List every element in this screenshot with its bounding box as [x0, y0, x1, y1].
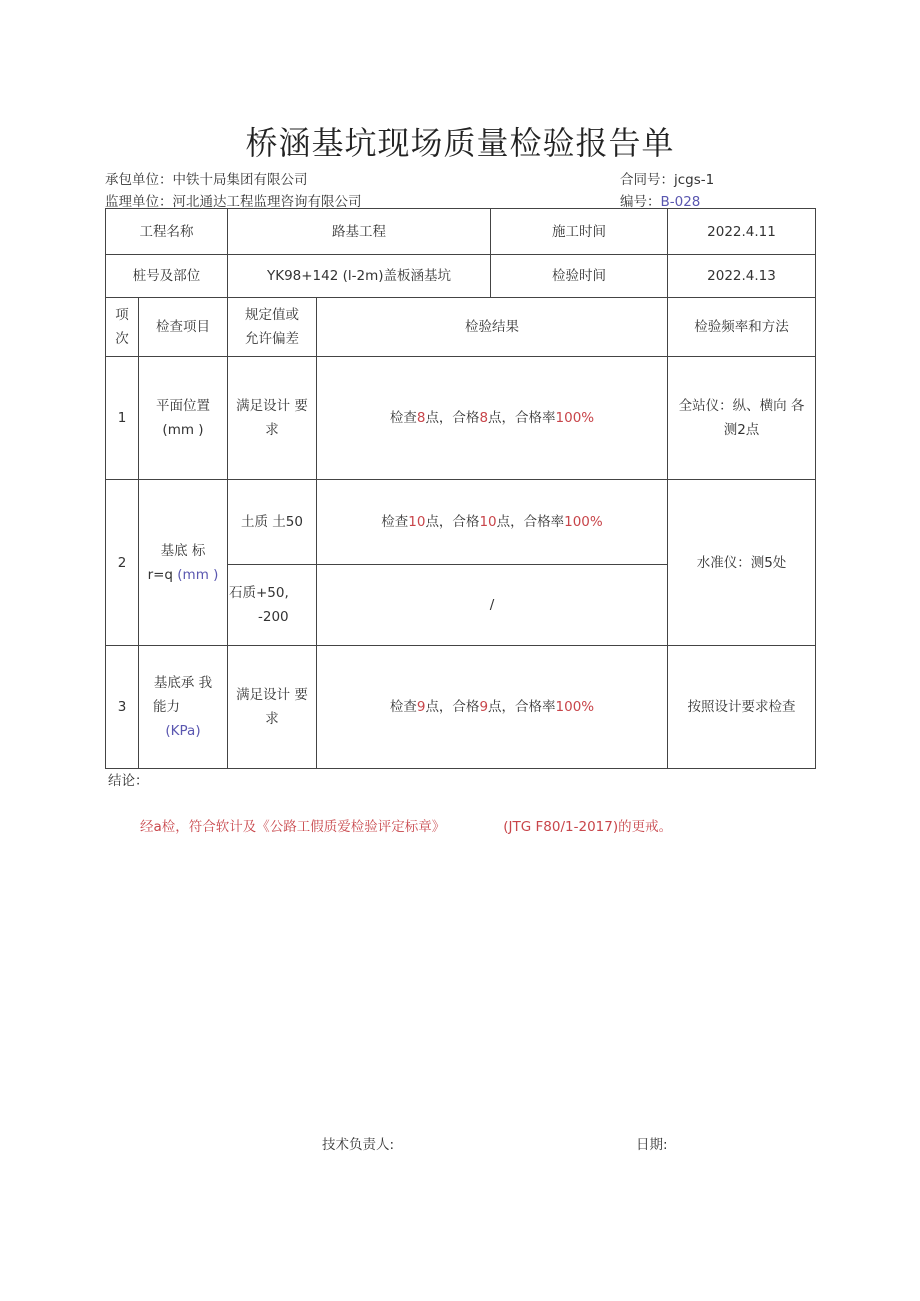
row3-item-unit: (KPa) — [165, 723, 201, 739]
row2-method: 水准仪：测5处 — [668, 480, 816, 646]
inspection-time-value: 2022.4.13 — [668, 255, 816, 298]
row1-no: 1 — [106, 357, 139, 480]
table-row — [106, 480, 816, 565]
contractor-label: 承包单位： — [105, 172, 173, 188]
report-title: 桥涵基坑现场质量检验报告单 — [245, 124, 675, 162]
row1-spec-line2: 求 — [265, 422, 279, 438]
inspection-table — [105, 208, 816, 769]
row1-result-passed: 8 — [479, 410, 489, 426]
row2-result-mid: 点，合格 — [425, 514, 480, 530]
serial-label: 编号： — [620, 194, 661, 210]
row1-result-checked: 8 — [416, 410, 426, 426]
row2-item-line2 — [143, 563, 223, 587]
row2-result-rock: / — [317, 565, 668, 646]
row1-result-pre: 检查 — [389, 410, 417, 426]
spec-header-line1: 规定值或 — [245, 307, 299, 323]
row1-method-line2: 测2点 — [723, 422, 760, 438]
row2-spec-soil: 土质 土50 — [228, 480, 317, 565]
method-header: 检验频率和方法 — [668, 298, 816, 357]
contract-no-line — [620, 168, 714, 188]
serial-line — [620, 190, 700, 210]
row2-item-symbol: r=q — [147, 566, 173, 583]
serial-value: B-028 — [660, 194, 701, 210]
project-name-row — [106, 209, 816, 255]
row3-result-rate: 100% — [555, 699, 595, 715]
row3-item-line2: 能力 — [153, 699, 180, 715]
date-label: 日期: — [636, 1137, 668, 1153]
row3-result-passed: 9 — [479, 699, 489, 715]
station-value: YK98+142 (l-2m)盖板涵基坑 — [228, 255, 491, 298]
spec-header — [228, 298, 317, 357]
station-label: 桩号及部位 — [106, 255, 228, 298]
item-no-header-line1: 项 — [115, 307, 129, 323]
row2-item-unit: (mm ) — [173, 566, 219, 583]
check-item-header: 检查项目 — [139, 298, 228, 357]
row1-spec — [228, 357, 317, 480]
column-header-row — [106, 298, 816, 357]
row2-result-checked: 10 — [408, 514, 426, 530]
table-row — [106, 646, 816, 769]
row1-result-rate: 100% — [555, 410, 595, 426]
construction-time-value: 2022.4.11 — [668, 209, 816, 255]
contract-no-value: jcgs-1 — [674, 172, 715, 188]
row2-item — [139, 480, 228, 646]
row3-result-mid: 点，合格 — [425, 699, 480, 715]
tech-lead-label: 技术负责人: — [322, 1137, 395, 1153]
row1-spec-line1: 满足设计 要 — [236, 398, 308, 414]
row3-spec-line2: 求 — [265, 711, 279, 727]
contractor-line — [105, 168, 308, 188]
row3-item — [139, 646, 228, 769]
row3-spec-line1: 满足设计 要 — [236, 687, 308, 703]
row3-result-checked: 9 — [416, 699, 426, 715]
supervisor-value: 河北通达工程监理咨询有限公司 — [172, 194, 362, 210]
project-name-label: 工程名称 — [106, 209, 228, 255]
row2-spec-rock-line2: -200 — [258, 609, 289, 625]
row1-method-line1: 全站仪：纵、横向 各 — [678, 398, 805, 414]
project-name-value: 路基工程 — [228, 209, 491, 255]
station-row — [106, 255, 816, 298]
contract-no-label: 合同号： — [620, 172, 674, 188]
table-row — [106, 357, 816, 480]
row2-item-line1: 基底 标 — [160, 542, 206, 559]
row1-result — [317, 357, 668, 480]
row1-item — [139, 357, 228, 480]
row1-method — [668, 357, 816, 480]
contractor-value: 中铁十局集团有限公司 — [172, 172, 308, 188]
conclusion-text-a: 经a检，符合软计及《公路工假质爱检验评定标章》 — [140, 819, 446, 835]
row2-result-rate: 100% — [564, 514, 603, 530]
row2-result-soil — [317, 480, 668, 565]
row2-spec-rock — [228, 565, 317, 646]
conclusion-text-b: (JTG F80/1-2017)的更戒。 — [503, 819, 673, 835]
inspection-time-label: 检验时间 — [491, 255, 668, 298]
row3-no: 3 — [106, 646, 139, 769]
supervisor-line — [105, 190, 362, 210]
row2-result-passed: 10 — [479, 514, 497, 530]
row3-result — [317, 646, 668, 769]
conclusion-text — [140, 815, 672, 835]
row1-item-line1: 平面位置 — [156, 398, 210, 414]
row3-result-mid2: 点，合格率 — [488, 699, 556, 715]
row1-item-line2: (mm ) — [162, 422, 204, 438]
row3-item-line1: 基底承 我 — [153, 675, 213, 691]
spec-header-line2: 允许偏差 — [245, 331, 299, 347]
construction-time-label: 施工时间 — [491, 209, 668, 255]
row2-result-pre: 检查 — [381, 514, 409, 530]
row1-result-mid: 点，合格 — [425, 410, 480, 426]
supervisor-label: 监理单位： — [105, 194, 173, 210]
row2-result-mid2: 点，合格率 — [496, 514, 565, 530]
item-no-header — [106, 298, 139, 357]
row3-result-pre: 检查 — [389, 699, 417, 715]
result-header: 检验结果 — [317, 298, 668, 357]
row1-result-mid2: 点，合格率 — [488, 410, 556, 426]
row3-method: 按照设计要求检查 — [668, 646, 816, 769]
item-no-header-line2: 次 — [115, 331, 129, 347]
conclusion-label: 结论： — [108, 773, 149, 789]
row3-spec — [228, 646, 317, 769]
row2-spec-rock-line1: 石质+50, — [229, 585, 289, 601]
row2-no: 2 — [106, 480, 139, 646]
